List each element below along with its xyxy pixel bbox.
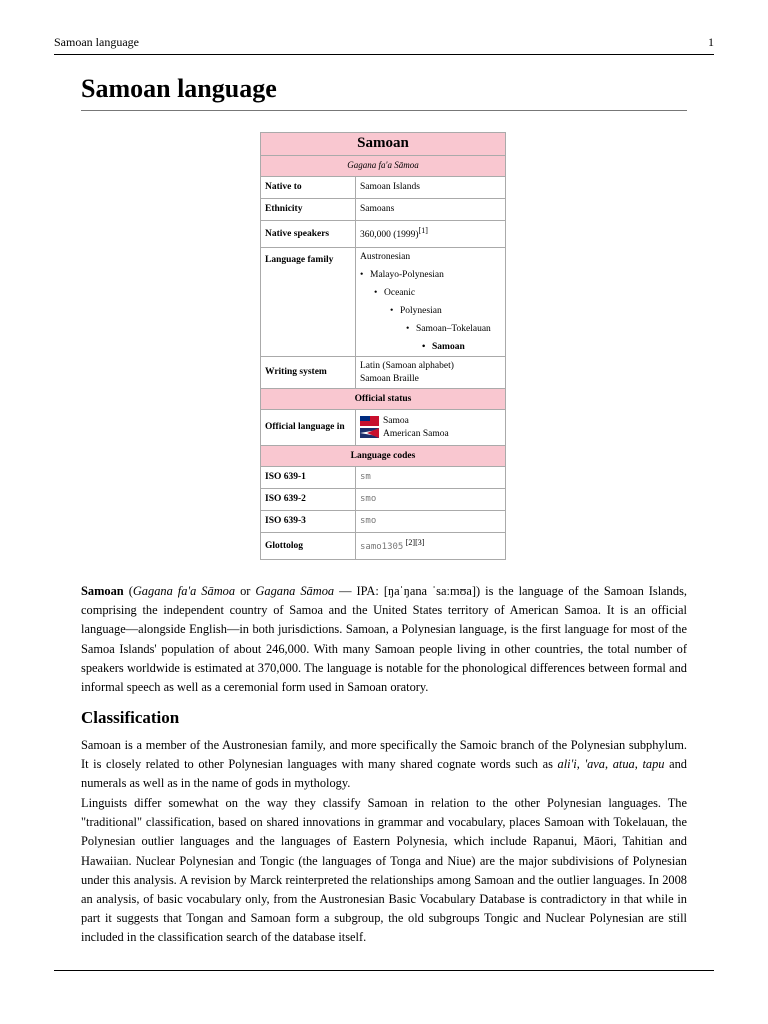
cognate-word: 'ava <box>584 757 605 772</box>
infobox-row-iso2 <box>261 489 506 511</box>
classification-paragraph-1: Samoan is a member of the Austronesian family, and more specifically the Samoic branch of the Polynesian subphylum. It is closely related to other Polynesian languages with many shared cognate words such as ali'i, 'ava, atua, tapu and numerals as well as in the name of gods in mythology. <box>81 738 687 791</box>
intro-native-name-2: Gagana Sāmoa <box>255 584 335 598</box>
official-language-label: Official language in <box>261 410 356 446</box>
official-samoa[interactable]: Samoa <box>360 415 501 427</box>
infobox <box>260 132 506 560</box>
glottolog-cell <box>356 533 506 560</box>
infobox-row-native-to <box>261 177 506 199</box>
iso2-label[interactable]: ISO 639-2 <box>261 489 356 511</box>
running-title: Samoan language <box>54 35 139 49</box>
bullet-icon: • <box>374 288 378 298</box>
native-to-label: Native to <box>261 177 356 199</box>
official-american-samoa[interactable]: American Samoa <box>360 428 501 440</box>
iso2-value[interactable]: smo <box>356 489 506 511</box>
iso3-label[interactable]: ISO 639-3 <box>261 511 356 533</box>
iso3-value[interactable]: smo <box>356 511 506 533</box>
american-samoa-flag-icon <box>360 428 379 438</box>
official-status-header: Official status <box>261 389 506 410</box>
running-header <box>54 35 714 53</box>
native-speakers-value: 360,000 (1999) <box>360 230 419 241</box>
family-level-5[interactable]: • Samoan–Tokelauan <box>360 320 501 338</box>
native-speakers-ref[interactable]: [1] <box>418 226 428 236</box>
family-level-2[interactable]: • Malayo-Polynesian <box>360 266 501 284</box>
samoa-flag-icon <box>360 416 379 426</box>
cognate-word: tapu <box>642 757 665 772</box>
infobox-native-name: Gagana fa'a Sāmoa <box>261 156 506 177</box>
writing-system-values <box>356 357 506 389</box>
writing-system-braille[interactable]: Samoan Braille <box>360 373 419 384</box>
ethnicity-label: Ethnicity <box>261 199 356 221</box>
iso1-value[interactable]: sm <box>356 467 506 489</box>
glottolog-label[interactable]: Glottolog <box>261 533 356 560</box>
family-level-3[interactable]: • Oceanic <box>360 284 501 302</box>
intro-native-name-1: Gagana fa'a Sāmoa <box>132 584 236 598</box>
glottolog-value[interactable]: samo1305 <box>360 542 404 553</box>
infobox-row-native-speakers <box>261 221 506 248</box>
official-language-values <box>356 410 506 446</box>
footer-rule <box>54 970 714 971</box>
classification-paragraph-2: Linguists differ somewhat on the way they classify Samoan in relation to the other Polynesian languages. The "traditional" classification, based on shared innovations in grammar and vocabulary, places Samoan with Tokelauan, the Polynesian outlier languages and the languages of Eastern Polynesia, which include Rapanui, Māori, Tahitian and Hawaiian. Nuclear Polynesian and Tongic (the languages of Tonga and Niue) are the major subdivisions of Polynesian under this analysis. A revision by Marck reinterpreted the relationships among Samoan and the outlier languages. In 2008 an analysis, of basic vocabulary only, from the Austronesian Basic Vocabulary Database is contradictory in that while in part it suggests that Tongan and Samoan form a subgroup, the old subgroups Tongic and Nuclear Polynesian are still included in the classification search of the database itself. <box>81 796 687 945</box>
language-family-tree <box>356 248 506 357</box>
writing-system-latin[interactable]: Latin (Samoan alphabet) <box>360 361 454 372</box>
cognate-word: atua <box>612 757 635 772</box>
title-rule <box>81 110 687 111</box>
glottolog-ref[interactable]: [2][3] <box>405 538 425 548</box>
native-speakers-label: Native speakers <box>261 221 356 248</box>
intro-term: Samoan <box>81 584 124 598</box>
writing-system-label: Writing system <box>261 357 356 389</box>
header-rule <box>54 54 714 55</box>
cognate-word: ali'i <box>557 757 577 772</box>
infobox-row-official-language <box>261 410 506 446</box>
bullet-icon: • <box>422 342 426 352</box>
infobox-row-ethnicity <box>261 199 506 221</box>
native-speakers-cell <box>356 221 506 248</box>
native-to-value[interactable]: Samoan Islands <box>356 177 506 199</box>
infobox-row-iso1 <box>261 467 506 489</box>
infobox-row-writing-system <box>261 357 506 389</box>
classification-heading: Classification <box>81 708 180 727</box>
language-family-label: Language family <box>261 248 356 357</box>
family-level-6: • Samoan <box>360 338 501 356</box>
infobox-row-glottolog <box>261 533 506 560</box>
intro-ipa[interactable]: — IPA: [ŋaˈŋana ˈsaːmʊa]) <box>334 584 481 598</box>
infobox-title: Samoan <box>261 133 506 156</box>
intro-paragraph: Samoan (Gagana fa'a Sāmoa or Gagana Sāmoa — IPA: [ŋaˈŋana ˈsaːmʊa]) is the language of the Samoan Islands, comprising the independent country of Samoa and the United States territory of American Samoa. It is an official language—alongside English—in both jurisdictions. Samoan, a Polynesian language, is the first language for most of the Samoa Islands' population of about 246,000. With many Samoan people living in other countries, the total number of speakers worldwide is estimated at 370,000. The language is notable for the phonological differences between formal and informal speech as well as a ceremonial form used in Samoan oratory. <box>81 584 687 695</box>
page-title: Samoan language <box>81 74 277 103</box>
iso1-label[interactable]: ISO 639-1 <box>261 467 356 489</box>
language-codes-header: Language codes <box>261 446 506 467</box>
infobox-row-language-family <box>261 248 506 357</box>
bullet-icon: • <box>390 306 394 316</box>
bullet-icon: • <box>360 270 364 280</box>
infobox-row-iso3 <box>261 511 506 533</box>
ethnicity-value[interactable]: Samoans <box>356 199 506 221</box>
page-number: 1 <box>708 35 714 49</box>
bullet-icon: • <box>406 324 410 334</box>
family-level-4[interactable]: • Polynesian <box>360 302 501 320</box>
family-level-1[interactable]: Austronesian <box>360 252 411 262</box>
